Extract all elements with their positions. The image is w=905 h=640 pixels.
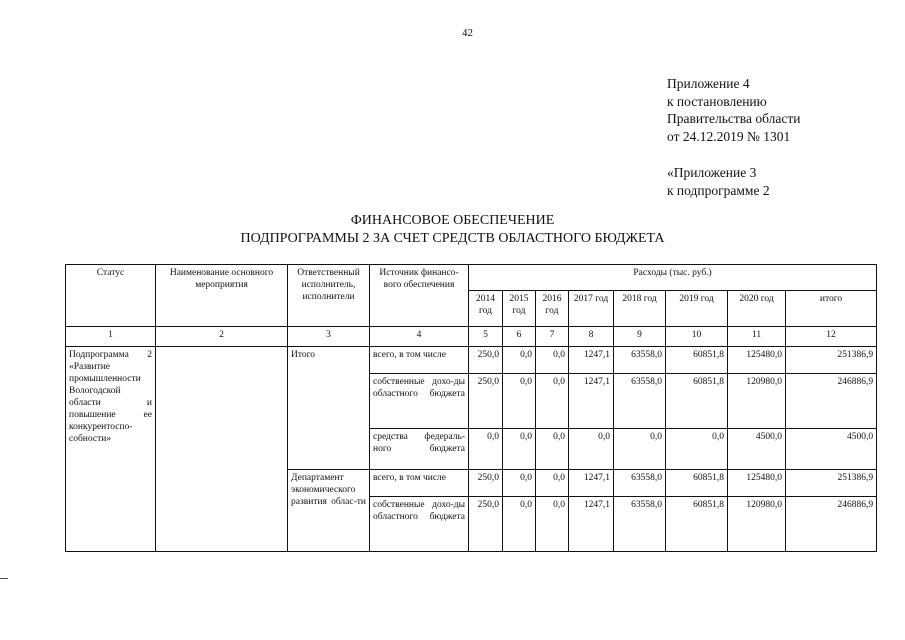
column-number: 5 [469,327,503,347]
column-number: 11 [728,327,786,347]
header-year: 2019 год [666,291,728,327]
column-number: 6 [503,327,536,347]
value-cell: 1247,1 [569,374,614,429]
value-cell: 0,0 [536,470,569,497]
column-number: 2 [156,327,288,347]
value-cell: 120980,0 [728,374,786,429]
header-expenses: Расходы (тыс. руб.) [469,265,877,291]
value-cell: 1247,1 [569,497,614,552]
header-year: 2018 год [614,291,666,327]
value-cell: 125480,0 [728,470,786,497]
header-responsible: Ответственный исполнитель, исполнители [288,265,370,327]
source-cell: всего, в том числе [370,347,469,374]
appendix-block [667,75,800,199]
column-number: 10 [666,327,728,347]
measure-cell [156,347,288,552]
status-cell: Подпрограмма 2 «Развитие промышленности Вологодской области и повышение ее конкурентоспо-собности» [66,347,156,552]
value-cell: 0,0 [666,429,728,470]
appendix-line: от 24.12.2019 № 1301 [667,128,791,144]
value-cell: 60851,8 [666,374,728,429]
value-cell: 0,0 [503,374,536,429]
appendix-line: к подпрограмме 2 [667,182,770,198]
header-year: 2017 год [569,291,614,327]
column-number: 4 [370,327,469,347]
value-cell: 0,0 [569,429,614,470]
value-cell: 246886,9 [786,497,877,552]
value-cell: 0,0 [536,429,569,470]
appendix-line: Правительства области [667,111,801,126]
value-cell: 60851,8 [666,497,728,552]
column-number: 8 [569,327,614,347]
value-cell: 0,0 [503,497,536,552]
header-status: Статус [66,265,156,327]
value-cell: 60851,8 [666,347,728,374]
column-number: 7 [536,327,569,347]
appendix-line: к постановлению [667,93,767,109]
header-year: 2020 год [728,291,786,327]
value-cell: 1247,1 [569,347,614,374]
header-year: 2015 год [503,291,536,327]
value-cell: 250,0 [469,347,503,374]
value-cell: 0,0 [536,497,569,552]
value-cell: 251386,9 [786,347,877,374]
source-cell: всего, в том числе [370,470,469,497]
document-title [0,212,905,248]
title-line: ПОДПРОГРАММЫ 2 ЗА СЧЕТ СРЕДСТВ ОБЛАСТНОГО БЮДЖЕТА [240,231,665,246]
value-cell: 125480,0 [728,347,786,374]
source-cell: собственные дохо-ды областного бюджета [370,374,469,429]
value-cell: 250,0 [469,497,503,552]
page-number: 42 [462,27,473,39]
column-number: 3 [288,327,370,347]
value-cell: 4500,0 [786,429,877,470]
source-cell: собственные дохо-ды областного бюджета [370,497,469,552]
appendix-line: «Приложение 3 [667,165,757,180]
value-cell: 120980,0 [728,497,786,552]
value-cell: 0,0 [536,374,569,429]
responsible-cell: Департамент экономического развития облас-ти [288,470,370,552]
spacer [667,145,800,164]
column-number: 9 [614,327,666,347]
value-cell: 63558,0 [614,347,666,374]
header-measure: Наименование основного мероприятия [156,265,288,327]
value-cell: 250,0 [469,470,503,497]
column-number: 1 [66,327,156,347]
responsible-cell: Итого [288,347,370,470]
value-cell: 0,0 [536,347,569,374]
appendix-line: Приложение 4 [667,76,750,91]
value-cell: 0,0 [503,347,536,374]
margin-mark [0,578,8,579]
value-cell: 63558,0 [614,497,666,552]
financing-table [65,264,877,552]
source-cell: средства федераль-ного бюджета [370,429,469,470]
title-line: ФИНАНСОВОЕ ОБЕСПЕЧЕНИЕ [350,213,555,228]
value-cell: 0,0 [469,429,503,470]
value-cell: 4500,0 [728,429,786,470]
value-cell: 0,0 [503,429,536,470]
value-cell: 246886,9 [786,374,877,429]
value-cell: 1247,1 [569,470,614,497]
header-year: 2016 год [536,291,569,327]
value-cell: 251386,9 [786,470,877,497]
value-cell: 63558,0 [614,470,666,497]
header-year: итого [786,291,877,327]
value-cell: 63558,0 [614,374,666,429]
header-year: 2014 год [469,291,503,327]
column-number: 12 [786,327,877,347]
value-cell: 0,0 [503,470,536,497]
value-cell: 0,0 [614,429,666,470]
value-cell: 250,0 [469,374,503,429]
header-source: Источник финансо-вого обеспечения [370,265,469,327]
value-cell: 60851,8 [666,470,728,497]
